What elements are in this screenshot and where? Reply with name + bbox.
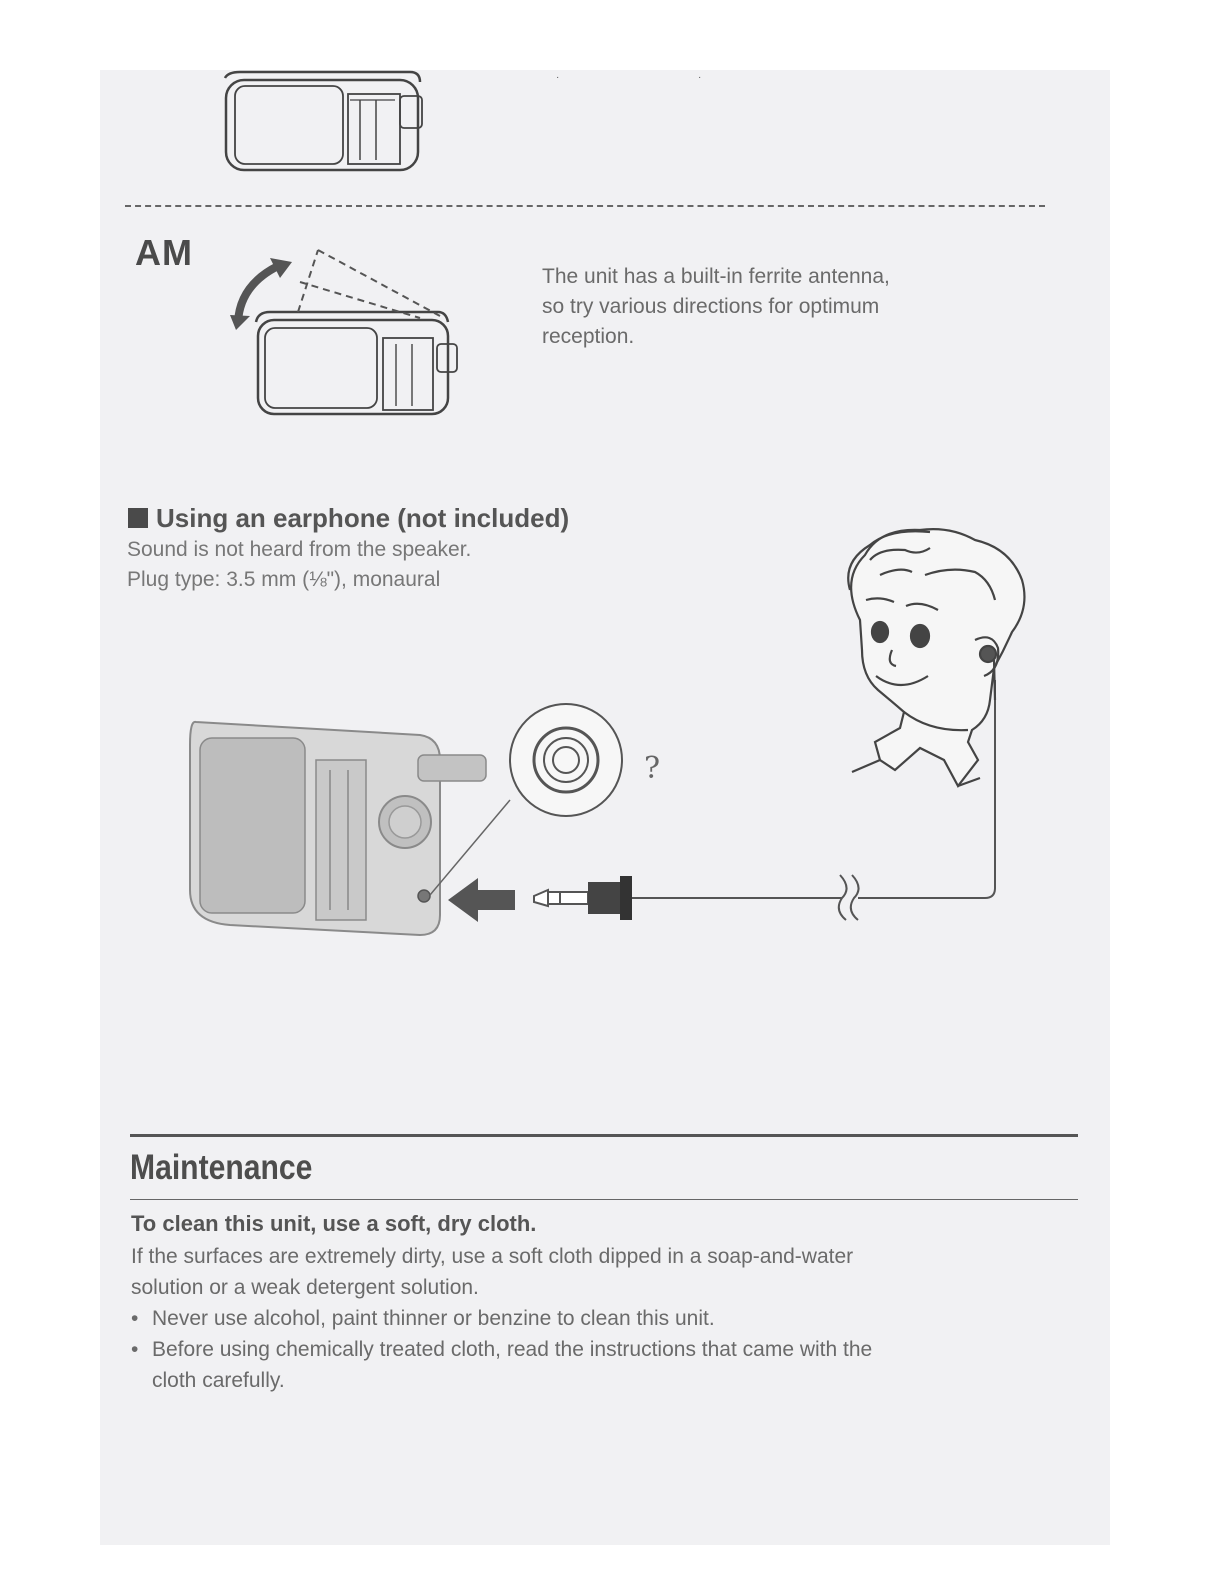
body-line: If the surfaces are extremely dirty, use a soft cloth dipped in a soap-and-water (131, 1245, 854, 1268)
bullet-text: Before using chemically treated cloth, read the instructions that came with the (152, 1338, 873, 1361)
maintenance-title: Maintenance (130, 1148, 313, 1187)
bullet-item (131, 1303, 1051, 1334)
maintenance-bottom-rule (130, 1199, 1078, 1200)
person-illustration (848, 529, 1024, 786)
earphone-plug (534, 876, 632, 920)
insert-arrow (448, 878, 515, 922)
maintenance-lead: To clean this unit, use a soft, dry cloth. (131, 1211, 537, 1236)
am-label: AM (135, 232, 193, 273)
earphone-heading-text: Using an earphone (not included) (156, 503, 570, 533)
svg-text:·: · (556, 72, 560, 83)
radio-body (190, 722, 486, 935)
earphone-note: Sound is not heard from the speaker. (127, 538, 472, 561)
svg-text:?: ? (644, 751, 661, 786)
bullet-text: Never use alcohol, paint thinner or benzine to clean this unit. (152, 1307, 715, 1330)
svg-text:·: · (698, 72, 702, 83)
text-line: reception. (542, 325, 635, 348)
text-line: so try various directions for optimum (542, 295, 880, 318)
jack-magnifier (430, 704, 660, 895)
plug-type-note: Plug type: 3.5 mm (⅛"), monaural (127, 568, 441, 591)
bullet-item (131, 1334, 1051, 1396)
bullet-text: cloth carefully. (152, 1369, 285, 1392)
bullet-icon: • (131, 1338, 139, 1361)
maintenance-body (131, 1241, 1051, 1396)
body-line: solution or a weak detergent solution. (131, 1276, 479, 1299)
maintenance-top-rule (130, 1134, 1078, 1137)
text-line: The unit has a built-in ferrite antenna, (542, 265, 890, 288)
bullet-icon: • (131, 1307, 139, 1330)
